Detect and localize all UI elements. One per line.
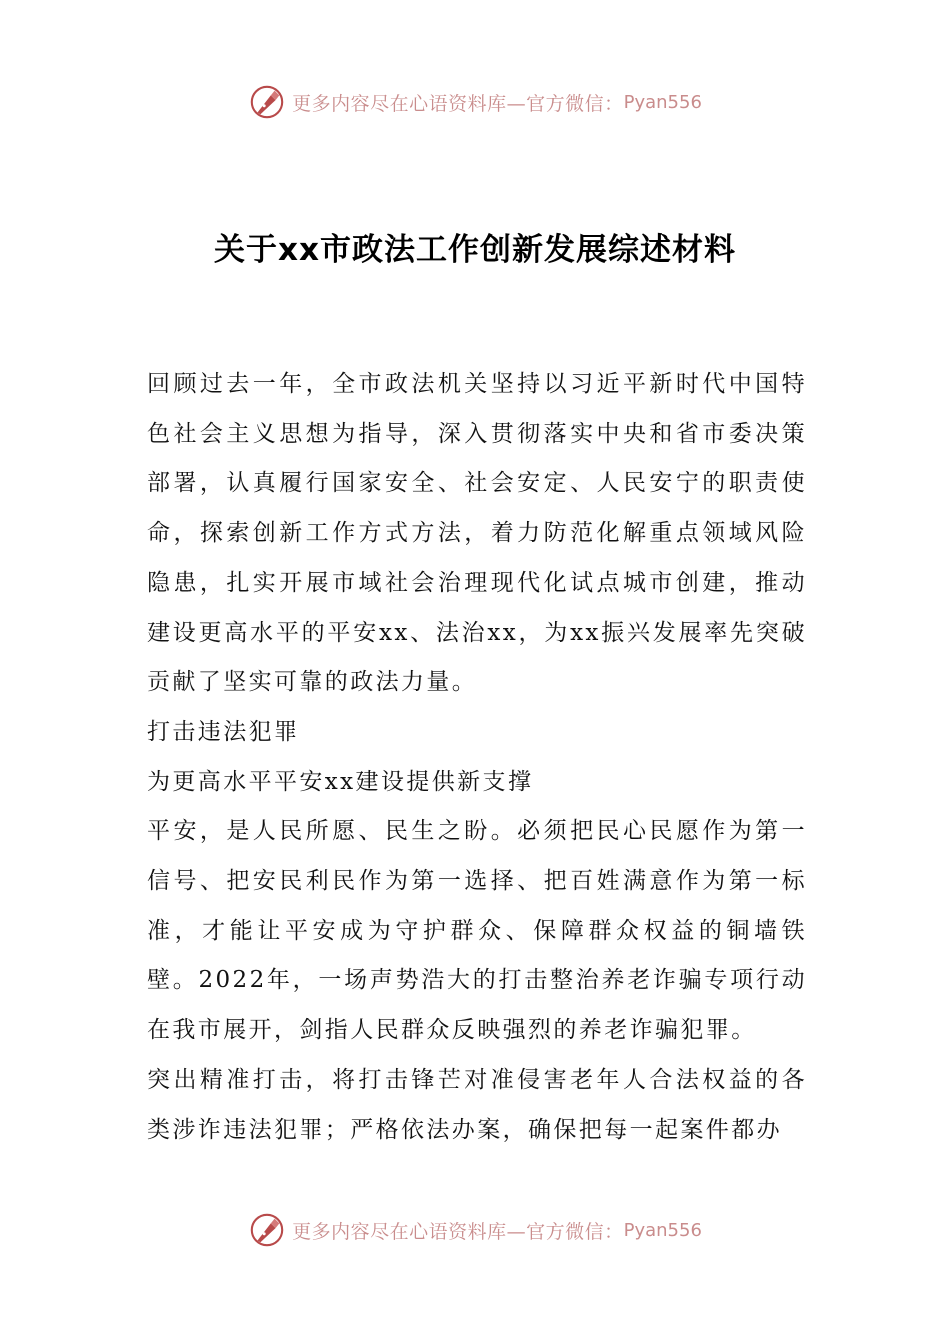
footer-watermark bbox=[0, 1208, 950, 1252]
section-heading: 打击违法犯罪 bbox=[147, 718, 300, 745]
document-title: 关于xx市政法工作创新发展综述材料 bbox=[214, 232, 736, 268]
watermark-wechat-id: Pyan556 bbox=[623, 1219, 702, 1241]
pen-nib-logo-icon bbox=[248, 1211, 286, 1249]
section-subheading: 为更高水平平安xx建设提供新支撑 bbox=[147, 768, 534, 795]
watermark-text: 更多内容尽在心语资料库—官方微信： bbox=[292, 92, 624, 115]
paragraph-intro: 回顾过去一年，全市政法机关坚持以习近平新时代中国特色社会主义思想为指导，深入贯彻落实中央和省市委决策部署，认真履行国家安全、社会安定、人民安宁的职责使命，探索创新工作方式方法，着力防范化解重点领域风险隐患，扎实开展市域社会治理现代化试点城市创建，推动建设更高水平的平安xx、法治xx，为xx振兴发展率先突破贡献了坚实可靠的政法力量。 bbox=[147, 371, 807, 696]
paragraph-safety: 平安，是人民所愿、民生之盼。必须把民心民愿作为第一信号、把安民利民作为第一选择、把百姓满意作为第一标准，才能让平安成为守护群众、保障群众权益的铜墙铁壁。2022年，一场声势浩大的打击整治养老诈骗专项行动在我市展开，剑指人民群众反映强烈的养老诈骗犯罪。 bbox=[147, 818, 807, 1044]
header-watermark bbox=[0, 80, 950, 124]
document-body bbox=[147, 360, 807, 1155]
watermark-wechat-id: Pyan556 bbox=[623, 91, 702, 113]
paragraph-precision-strike: 突出精准打击，将打击锋芒对准侵害老年人合法权益的各类涉诈违法犯罪；严格依法办案，确保把每一起案件都办 bbox=[147, 1066, 807, 1143]
pen-nib-logo-icon bbox=[248, 83, 286, 121]
watermark-text: 更多内容尽在心语资料库—官方微信： bbox=[292, 1220, 624, 1243]
